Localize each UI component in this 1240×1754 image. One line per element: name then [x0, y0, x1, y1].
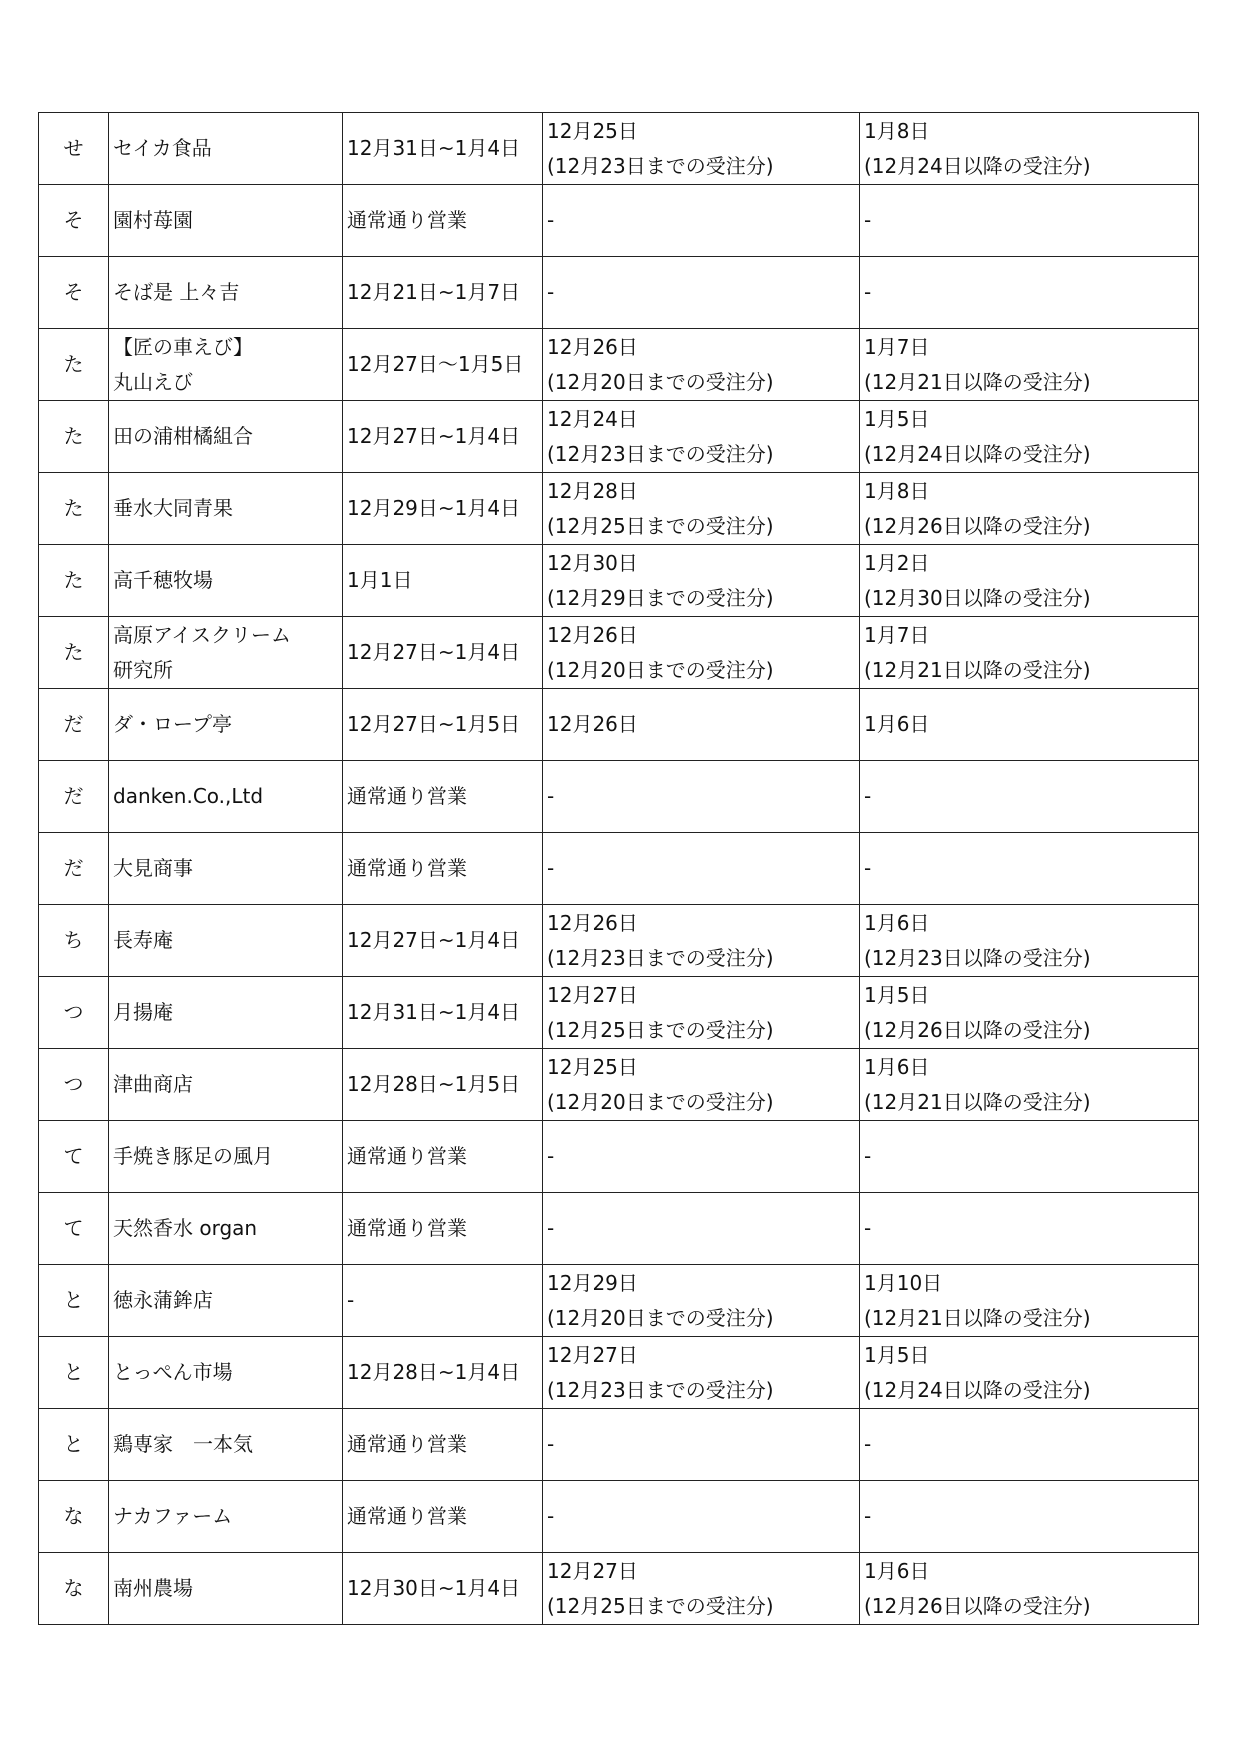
last-shipping-date-cell: [543, 545, 860, 617]
table-row: [39, 185, 1199, 257]
first-shipping-date-line: -: [864, 1432, 872, 1456]
table-row: [39, 113, 1199, 185]
last-shipping-date-line: 12月29日: [547, 1270, 638, 1295]
last-shipping-date-cell: [543, 833, 860, 905]
holiday-period-cell: 1月1日: [343, 545, 543, 617]
last-shipping-date-line: 12月24日: [547, 406, 638, 431]
shop-name-line: 高千穂牧場: [113, 568, 213, 592]
first-shipping-date-line: (12月26日以降の受注分): [864, 1593, 1091, 1618]
last-shipping-date-cell: [543, 977, 860, 1049]
first-shipping-date-line: (12月21日以降の受注分): [864, 1305, 1091, 1330]
holiday-period-cell: 通常通り営業: [343, 1481, 543, 1553]
last-shipping-date-line: (12月23日までの受注分): [547, 153, 774, 178]
table-row: [39, 401, 1199, 473]
last-shipping-date-cell: [543, 1337, 860, 1409]
kana-cell: そ: [39, 257, 109, 329]
last-shipping-date-cell: [543, 113, 860, 185]
table-row: [39, 905, 1199, 977]
table-row: [39, 1337, 1199, 1409]
last-shipping-date-line: 12月27日: [547, 1558, 638, 1583]
shop-name-line: 月揚庵: [113, 1000, 173, 1024]
first-shipping-date-line: -: [864, 856, 872, 880]
first-shipping-date-line: -: [864, 784, 872, 808]
last-shipping-date-line: 12月26日: [547, 910, 638, 935]
kana-cell: て: [39, 1193, 109, 1265]
table-row: [39, 545, 1199, 617]
first-shipping-date-cell: [860, 833, 1199, 905]
last-shipping-date-line: (12月20日までの受注分): [547, 369, 774, 394]
last-shipping-date-line: 12月26日: [547, 334, 638, 359]
kana-cell: て: [39, 1121, 109, 1193]
last-shipping-date-line: -: [547, 1432, 555, 1456]
last-shipping-date-line: (12月29日までの受注分): [547, 585, 774, 610]
table-row: [39, 1121, 1199, 1193]
first-shipping-date-line: 1月8日: [864, 118, 930, 143]
shop-name-cell: [109, 113, 343, 185]
shop-name-cell: [109, 185, 343, 257]
shop-name-line: 手焼き豚足の風月: [113, 1144, 273, 1168]
shop-name-line: 南州農場: [113, 1576, 193, 1600]
holiday-period-cell: 12月27日～1月5日: [343, 329, 543, 401]
last-shipping-date-cell: [543, 1409, 860, 1481]
first-shipping-date-cell: [860, 977, 1199, 1049]
shop-name-line: 垂水大同青果: [113, 496, 233, 520]
holiday-period-cell: 通常通り営業: [343, 833, 543, 905]
shop-name-line: 長寿庵: [113, 928, 173, 952]
table-row: [39, 761, 1199, 833]
holiday-period-cell: 12月21日~1月7日: [343, 257, 543, 329]
first-shipping-date-cell: [860, 401, 1199, 473]
shop-name-cell: [109, 1265, 343, 1337]
last-shipping-date-line: -: [547, 856, 555, 880]
first-shipping-date-line: (12月26日以降の受注分): [864, 1017, 1091, 1042]
first-shipping-date-line: 1月5日: [864, 1342, 930, 1367]
shop-name-line: 鶏専家 一本気: [113, 1432, 253, 1456]
first-shipping-date-cell: [860, 1193, 1199, 1265]
last-shipping-date-cell: [543, 473, 860, 545]
shop-name-cell: [109, 617, 343, 689]
first-shipping-date-line: 1月5日: [864, 406, 930, 431]
shop-name-line: 田の浦柑橘組合: [113, 424, 253, 448]
last-shipping-date-line: 12月26日: [547, 712, 638, 736]
first-shipping-date-cell: [860, 185, 1199, 257]
first-shipping-date-line: (12月23日以降の受注分): [864, 945, 1091, 970]
kana-cell: せ: [39, 113, 109, 185]
shop-name-line: ダ・ロープ亭: [113, 712, 232, 736]
last-shipping-date-cell: [543, 1193, 860, 1265]
first-shipping-date-cell: [860, 761, 1199, 833]
last-shipping-date-line: (12月23日までの受注分): [547, 1377, 774, 1402]
last-shipping-date-line: 12月30日: [547, 550, 638, 575]
table-row: [39, 833, 1199, 905]
kana-cell: た: [39, 617, 109, 689]
holiday-period-cell: 12月28日~1月4日: [343, 1337, 543, 1409]
kana-cell: な: [39, 1481, 109, 1553]
first-shipping-date-line: (12月21日以降の受注分): [864, 369, 1091, 394]
first-shipping-date-line: 1月6日: [864, 1558, 930, 1583]
kana-cell: だ: [39, 761, 109, 833]
table-row: [39, 1481, 1199, 1553]
kana-cell: た: [39, 545, 109, 617]
shop-name-cell: [109, 905, 343, 977]
first-shipping-date-line: -: [864, 1216, 872, 1240]
last-shipping-date-line: (12月23日までの受注分): [547, 945, 774, 970]
first-shipping-date-cell: [860, 617, 1199, 689]
shop-name-cell: [109, 977, 343, 1049]
shop-schedule-table: [38, 112, 1199, 1625]
last-shipping-date-cell: [543, 401, 860, 473]
last-shipping-date-line: (12月20日までの受注分): [547, 657, 774, 682]
last-shipping-date-cell: [543, 329, 860, 401]
kana-cell: た: [39, 401, 109, 473]
first-shipping-date-line: -: [864, 280, 872, 304]
last-shipping-date-line: -: [547, 280, 555, 304]
shop-name-cell: [109, 689, 343, 761]
first-shipping-date-line: (12月21日以降の受注分): [864, 1089, 1091, 1114]
kana-cell: た: [39, 329, 109, 401]
holiday-period-cell: -: [343, 1265, 543, 1337]
shop-name-line: 研究所: [113, 657, 173, 682]
last-shipping-date-line: (12月25日までの受注分): [547, 1593, 774, 1618]
first-shipping-date-line: 1月2日: [864, 550, 930, 575]
shop-name-line: 高原アイスクリーム: [113, 622, 291, 647]
first-shipping-date-line: 1月8日: [864, 478, 930, 503]
first-shipping-date-line: (12月21日以降の受注分): [864, 657, 1091, 682]
last-shipping-date-line: 12月28日: [547, 478, 638, 503]
holiday-period-cell: 12月28日~1月5日: [343, 1049, 543, 1121]
table-row: [39, 473, 1199, 545]
first-shipping-date-line: 1月10日: [864, 1270, 943, 1295]
kana-cell: な: [39, 1553, 109, 1625]
shop-name-cell: [109, 329, 343, 401]
last-shipping-date-line: -: [547, 1144, 555, 1168]
first-shipping-date-line: 1月6日: [864, 910, 930, 935]
shop-name-line: 津曲商店: [113, 1072, 193, 1096]
table-row: [39, 1553, 1199, 1625]
shop-name-line: 丸山えび: [113, 369, 193, 394]
shop-name-line: 天然香水 organ: [113, 1216, 258, 1240]
first-shipping-date-cell: [860, 1481, 1199, 1553]
kana-cell: と: [39, 1265, 109, 1337]
last-shipping-date-line: 12月25日: [547, 1054, 638, 1079]
first-shipping-date-cell: [860, 1553, 1199, 1625]
last-shipping-date-line: (12月20日までの受注分): [547, 1305, 774, 1330]
shop-name-cell: [109, 1049, 343, 1121]
first-shipping-date-line: (12月30日以降の受注分): [864, 585, 1091, 610]
kana-cell: と: [39, 1409, 109, 1481]
first-shipping-date-line: (12月26日以降の受注分): [864, 513, 1091, 538]
shop-name-cell: [109, 1337, 343, 1409]
holiday-period-cell: 12月27日~1月4日: [343, 617, 543, 689]
shop-name-line: とっぺん市場: [113, 1360, 233, 1384]
kana-cell: つ: [39, 977, 109, 1049]
kana-cell: ち: [39, 905, 109, 977]
table-row: [39, 329, 1199, 401]
first-shipping-date-cell: [860, 689, 1199, 761]
holiday-period-cell: 12月30日~1月4日: [343, 1553, 543, 1625]
shop-name-cell: [109, 833, 343, 905]
last-shipping-date-line: 12月26日: [547, 622, 638, 647]
shop-name-cell: [109, 1193, 343, 1265]
schedule-table-body: [39, 113, 1199, 1625]
table-row: [39, 257, 1199, 329]
first-shipping-date-cell: [860, 1265, 1199, 1337]
first-shipping-date-cell: [860, 473, 1199, 545]
kana-cell: つ: [39, 1049, 109, 1121]
holiday-period-cell: 12月27日~1月5日: [343, 689, 543, 761]
last-shipping-date-line: -: [547, 1216, 555, 1240]
first-shipping-date-line: -: [864, 208, 872, 232]
table-row: [39, 977, 1199, 1049]
last-shipping-date-cell: [543, 1481, 860, 1553]
kana-cell: た: [39, 473, 109, 545]
shop-name-cell: [109, 545, 343, 617]
table-row: [39, 617, 1199, 689]
first-shipping-date-cell: [860, 329, 1199, 401]
shop-name-line: 【匠の車えび】: [113, 334, 253, 359]
holiday-period-cell: 12月27日~1月4日: [343, 401, 543, 473]
last-shipping-date-cell: [543, 257, 860, 329]
first-shipping-date-line: (12月24日以降の受注分): [864, 441, 1091, 466]
first-shipping-date-line: (12月24日以降の受注分): [864, 1377, 1091, 1402]
holiday-period-cell: 12月31日~1月4日: [343, 977, 543, 1049]
first-shipping-date-cell: [860, 1049, 1199, 1121]
table-row: [39, 1049, 1199, 1121]
kana-cell: だ: [39, 689, 109, 761]
first-shipping-date-line: 1月5日: [864, 982, 930, 1007]
first-shipping-date-cell: [860, 257, 1199, 329]
last-shipping-date-cell: [543, 1553, 860, 1625]
last-shipping-date-cell: [543, 1265, 860, 1337]
shop-name-line: そば是 上々吉: [113, 280, 240, 304]
last-shipping-date-line: 12月25日: [547, 118, 638, 143]
holiday-period-cell: 通常通り営業: [343, 1409, 543, 1481]
first-shipping-date-line: 1月7日: [864, 334, 930, 359]
holiday-period-cell: 12月27日~1月4日: [343, 905, 543, 977]
kana-cell: だ: [39, 833, 109, 905]
last-shipping-date-line: (12月25日までの受注分): [547, 1017, 774, 1042]
holiday-period-cell: 12月31日~1月4日: [343, 113, 543, 185]
last-shipping-date-cell: [543, 1049, 860, 1121]
first-shipping-date-cell: [860, 1121, 1199, 1193]
first-shipping-date-cell: [860, 905, 1199, 977]
shop-name-cell: [109, 401, 343, 473]
holiday-period-cell: 12月29日~1月4日: [343, 473, 543, 545]
last-shipping-date-line: 12月27日: [547, 982, 638, 1007]
holiday-period-cell: 通常通り営業: [343, 761, 543, 833]
first-shipping-date-line: -: [864, 1504, 872, 1528]
first-shipping-date-cell: [860, 113, 1199, 185]
last-shipping-date-line: -: [547, 784, 555, 808]
last-shipping-date-cell: [543, 689, 860, 761]
kana-cell: と: [39, 1337, 109, 1409]
last-shipping-date-cell: [543, 761, 860, 833]
holiday-period-cell: 通常通り営業: [343, 185, 543, 257]
first-shipping-date-cell: [860, 545, 1199, 617]
shop-name-cell: [109, 257, 343, 329]
first-shipping-date-cell: [860, 1409, 1199, 1481]
kana-cell: そ: [39, 185, 109, 257]
last-shipping-date-line: 12月27日: [547, 1342, 638, 1367]
shop-name-line: ナカファーム: [113, 1504, 233, 1528]
last-shipping-date-line: (12月23日までの受注分): [547, 441, 774, 466]
shop-name-line: 園村苺園: [113, 208, 193, 232]
last-shipping-date-line: (12月25日までの受注分): [547, 513, 774, 538]
first-shipping-date-line: -: [864, 1144, 872, 1168]
table-row: [39, 1193, 1199, 1265]
shop-name-cell: [109, 473, 343, 545]
shop-name-cell: [109, 761, 343, 833]
first-shipping-date-line: 1月6日: [864, 712, 930, 736]
last-shipping-date-line: -: [547, 1504, 555, 1528]
shop-name-line: 大見商事: [113, 856, 193, 880]
last-shipping-date-cell: [543, 185, 860, 257]
first-shipping-date-line: 1月6日: [864, 1054, 930, 1079]
last-shipping-date-line: -: [547, 208, 555, 232]
first-shipping-date-line: (12月24日以降の受注分): [864, 153, 1091, 178]
shop-name-cell: [109, 1121, 343, 1193]
shop-name-cell: [109, 1481, 343, 1553]
last-shipping-date-line: (12月20日までの受注分): [547, 1089, 774, 1114]
last-shipping-date-cell: [543, 1121, 860, 1193]
shop-name-line: 徳永蒲鉾店: [113, 1288, 213, 1312]
first-shipping-date-line: 1月7日: [864, 622, 930, 647]
holiday-period-cell: 通常通り営業: [343, 1193, 543, 1265]
table-row: [39, 689, 1199, 761]
last-shipping-date-cell: [543, 905, 860, 977]
table-row: [39, 1265, 1199, 1337]
shop-name-line: セイカ食品: [113, 136, 212, 160]
shop-name-cell: [109, 1409, 343, 1481]
last-shipping-date-cell: [543, 617, 860, 689]
shop-name-cell: [109, 1553, 343, 1625]
shop-name-line: danken.Co.,Ltd: [113, 784, 264, 808]
holiday-period-cell: 通常通り営業: [343, 1121, 543, 1193]
table-row: [39, 1409, 1199, 1481]
first-shipping-date-cell: [860, 1337, 1199, 1409]
